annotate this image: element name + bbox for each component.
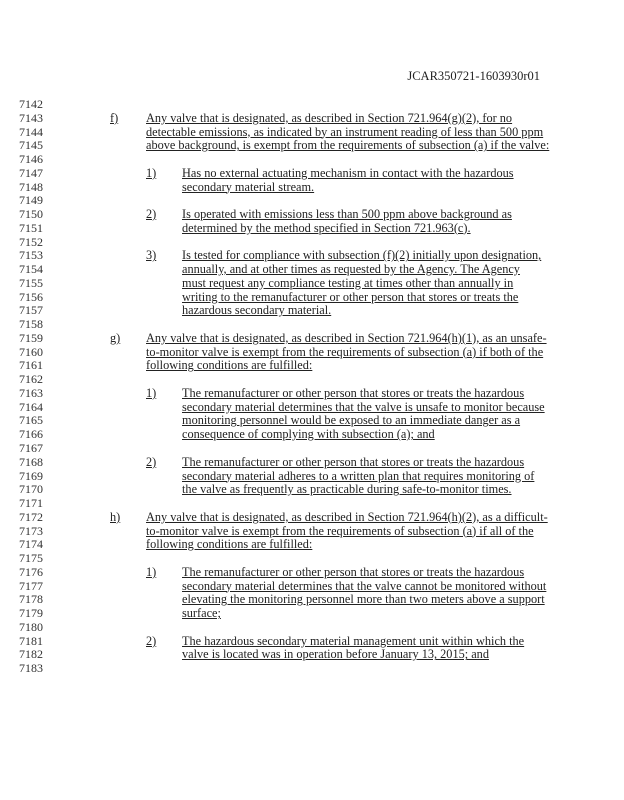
- line-number: 7169: [19, 468, 43, 483]
- item-text-line: The remanufacturer or other person that stores or treats the hazardous: [182, 385, 525, 400]
- line-number: 7158: [19, 317, 43, 332]
- item-text-line: valve is located was in operation before January 13, 2015; and: [182, 647, 489, 662]
- item-text-line: determined by the method specified in Section 721.963(c).: [182, 220, 471, 235]
- section-text-line: detectable emissions, as indicated by an instrument reading of less than 500 ppm: [146, 124, 544, 139]
- item-label: 1): [146, 385, 157, 400]
- item-text-line: Is operated with emissions less than 500 ppm above background as: [182, 207, 512, 222]
- item-text-line: surface;: [182, 606, 221, 621]
- item-text-line: secondary material stream.: [182, 179, 315, 194]
- line-number: 7143: [19, 110, 43, 125]
- line-number: 7179: [19, 606, 43, 621]
- line-number: 7155: [19, 275, 43, 290]
- line-number: 7170: [19, 482, 43, 497]
- line-number: 7182: [19, 647, 43, 662]
- line-number: 7152: [19, 234, 43, 249]
- section-text-line: Any valve that is designated, as described in Section 721.964(h)(1), as an unsafe-: [146, 330, 547, 345]
- section-text-line: to-monitor valve is exempt from the requirements of subsection (a) if all of the: [146, 523, 534, 538]
- item-text-line: annually, and at other times as requested by the Agency. The Agency: [182, 262, 520, 277]
- item-label: 2): [146, 633, 157, 648]
- item-text-line: secondary material determines that the valve cannot be monitored without: [182, 578, 547, 593]
- item-text-line: The remanufacturer or other person that stores or treats the hazardous: [182, 454, 525, 469]
- line-number: 7146: [19, 152, 43, 167]
- item-text-line: consequence of complying with subsection (a); and: [182, 427, 435, 442]
- line-number: 7153: [19, 248, 43, 263]
- line-number: 7183: [19, 661, 43, 676]
- line-number: 7160: [19, 344, 43, 359]
- line-number: 7166: [19, 427, 43, 442]
- line-number: 7165: [19, 413, 43, 428]
- item-label: 3): [146, 248, 157, 263]
- item-text-line: writing to the remanufacturer or other person that stores or treats the: [182, 289, 519, 304]
- line-number: 7172: [19, 509, 43, 524]
- line-number: 7150: [19, 207, 43, 222]
- line-number: 7147: [19, 165, 43, 180]
- line-number: 7163: [19, 385, 43, 400]
- line-number: 7175: [19, 551, 43, 566]
- line-number: 7149: [19, 193, 43, 208]
- section-label: h): [110, 509, 121, 524]
- line-number: 7151: [19, 220, 43, 235]
- item-text-line: hazardous secondary material.: [182, 303, 332, 318]
- line-number: 7171: [19, 496, 43, 511]
- line-number: 7142: [19, 97, 43, 111]
- section-text-line: following conditions are fulfilled:: [146, 358, 313, 373]
- line-number: 7159: [19, 330, 43, 345]
- item-text-line: Has no external actuating mechanism in contact with the hazardous: [182, 165, 514, 180]
- line-number: 7164: [19, 399, 43, 414]
- section-text-line: Any valve that is designated, as described in Section 721.964(g)(2), for no: [146, 110, 513, 125]
- section-label: g): [110, 330, 121, 345]
- item-text-line: monitoring personnel would be exposed to an immediate danger as a: [182, 413, 521, 428]
- section-text-line: to-monitor valve is exempt from the requirements of subsection (a) if both of the: [146, 344, 544, 359]
- section-label: f): [110, 110, 119, 125]
- item-label: 1): [146, 564, 157, 579]
- line-number: 7148: [19, 179, 43, 194]
- section-text-line: Any valve that is designated, as described in Section 721.964(h)(2), as a difficult-: [146, 509, 548, 524]
- line-number: 7176: [19, 564, 43, 579]
- line-number: 7144: [19, 124, 43, 139]
- line-number: 7168: [19, 454, 43, 469]
- line-number: 7167: [19, 441, 43, 455]
- line-number: 7154: [19, 262, 43, 277]
- item-text-line: The remanufacturer or other person that stores or treats the hazardous: [182, 564, 525, 579]
- line-number: 7181: [19, 633, 43, 648]
- line-number: 7173: [19, 523, 43, 538]
- item-text-line: secondary material determines that the valve is unsafe to monitor because: [182, 399, 545, 414]
- section-text-line: above background, is exempt from the requirements of subsection (a) if the valve:: [146, 138, 550, 153]
- item-text-line: must request any compliance testing at times other than annually in: [182, 275, 514, 290]
- line-number: 7178: [19, 592, 43, 607]
- item-text-line: The hazardous secondary material management unit within which the: [182, 633, 525, 648]
- item-label: 2): [146, 207, 157, 222]
- line-number: 7161: [19, 358, 43, 373]
- line-number: 7180: [19, 619, 43, 634]
- section-text-line: following conditions are fulfilled:: [146, 537, 313, 552]
- line-number: 7157: [19, 303, 43, 318]
- line-number: 7174: [19, 537, 43, 552]
- line-number: 7162: [19, 372, 43, 387]
- line-number: 7177: [19, 578, 43, 593]
- document-id-header: JCAR350721-1603930r01: [407, 69, 540, 83]
- item-text-line: elevating the monitoring personnel more than two meters above a support: [182, 592, 545, 607]
- item-text-line: Is tested for compliance with subsection (f)(2) initially upon designation,: [182, 248, 542, 263]
- item-text-line: secondary material adheres to a written plan that requires monitoring of: [182, 468, 535, 483]
- item-label: 1): [146, 165, 157, 180]
- item-text-line: the valve as frequently as practicable during safe-to-monitor times.: [182, 482, 512, 497]
- item-label: 2): [146, 454, 157, 469]
- line-number: 7145: [19, 138, 43, 153]
- line-number: 7156: [19, 289, 43, 304]
